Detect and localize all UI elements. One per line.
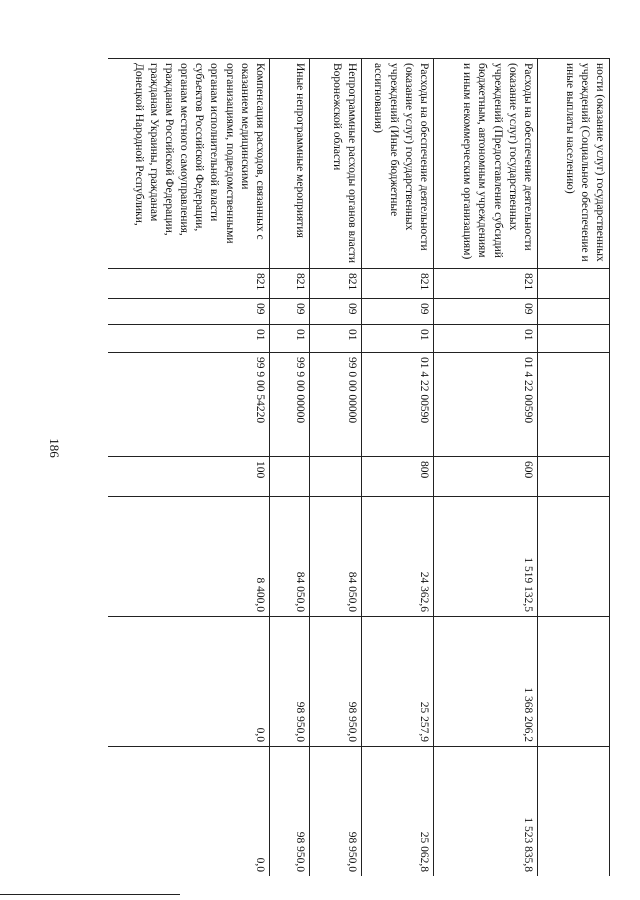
grbs-code-cell: 821 — [270, 269, 310, 299]
amount-year2-cell: 1 368 206,2 — [434, 617, 538, 747]
section-code-cell: 09 — [434, 299, 538, 325]
scan-edge-line — [0, 894, 180, 895]
section-code-cell: 09 — [310, 299, 362, 325]
table-row — [362, 59, 434, 877]
row-name-cell: ности (оказание услуг) государственных учреждений (Социальное обеспечение и иные выплаты населению) — [538, 59, 610, 269]
section-code-cell: 09 — [270, 299, 310, 325]
amount-year1-cell — [538, 497, 610, 617]
amount-year3-cell — [538, 747, 610, 877]
amount-year2-cell — [538, 617, 610, 747]
amount-year2-cell: 98 950,0 — [270, 617, 310, 747]
row-name-cell: Компенсация расходов, связанных с оказанием медицинскими организациями, подведомственными органам исполнительной власти субъектов Российской Федерации, органам местного самоуправления, гражданам Российской Федерации, гражданам Украины, гражданам Донецкой Народной Республики, — [108, 59, 270, 269]
row-name-cell: Расходы на обеспечение деятельности (оказание услуг) государственных учреждений (Иные бюджетные ассигнования) — [362, 59, 434, 269]
target-article-cell: 99 9 00 54220 — [108, 353, 270, 457]
expense-type-cell — [538, 457, 610, 497]
row-name-cell: Непрограммные расходы органов власти Воронежской области — [310, 59, 362, 269]
amount-year3-cell: 1 523 835,8 — [434, 747, 538, 877]
amount-year1-cell: 8 400,0 — [108, 497, 270, 617]
table-row — [108, 59, 270, 877]
expense-type-cell: 800 — [362, 457, 434, 497]
amount-year3-cell: 25 062,8 — [362, 747, 434, 877]
section-code-cell: 09 — [108, 299, 270, 325]
grbs-code-cell: 821 — [362, 269, 434, 299]
grbs-code-cell: 821 — [108, 269, 270, 299]
amount-year3-cell: 98 950,0 — [270, 747, 310, 877]
amount-year3-cell: 98 950,0 — [310, 747, 362, 877]
amount-year2-cell: 0,0 — [108, 617, 270, 747]
page-number: 186 — [47, 438, 62, 458]
table-row — [270, 59, 310, 877]
subsection-code-cell — [538, 325, 610, 353]
table-row — [310, 59, 362, 877]
grbs-code-cell: 821 — [310, 269, 362, 299]
amount-year1-cell: 1 519 132,5 — [434, 497, 538, 617]
amount-year2-cell: 25 257,9 — [362, 617, 434, 747]
amount-year1-cell: 84 050,0 — [270, 497, 310, 617]
row-name-cell: Расходы на обеспечение деятельности (оказание услуг) государственных учреждений (Предоставление субсидий бюджетным, автономным учреждениям и иным некоммерческим организациям) — [434, 59, 538, 269]
target-article-cell: 01 4 22 00590 — [362, 353, 434, 457]
rotated-page-content — [108, 58, 610, 876]
amount-year3-cell: 0,0 — [108, 747, 270, 877]
grbs-code-cell: 821 — [434, 269, 538, 299]
row-name-cell: Иные непрограммные мероприятия — [270, 59, 310, 269]
amount-year1-cell: 24 362,6 — [362, 497, 434, 617]
expense-type-cell — [270, 457, 310, 497]
table-row — [538, 59, 610, 877]
subsection-code-cell: 01 — [362, 325, 434, 353]
section-code-cell — [538, 299, 610, 325]
table-row — [434, 59, 538, 877]
subsection-code-cell: 01 — [310, 325, 362, 353]
target-article-cell — [538, 353, 610, 457]
amount-year2-cell: 98 950,0 — [310, 617, 362, 747]
budget-table-wrapper — [108, 58, 610, 876]
budget-table-body — [108, 59, 610, 877]
target-article-cell: 99 9 00 00000 — [270, 353, 310, 457]
expense-type-cell: 600 — [434, 457, 538, 497]
budget-table — [108, 58, 610, 876]
target-article-cell: 99 0 00 00000 — [310, 353, 362, 457]
subsection-code-cell: 01 — [434, 325, 538, 353]
amount-year1-cell: 84 050,0 — [310, 497, 362, 617]
subsection-code-cell: 01 — [270, 325, 310, 353]
subsection-code-cell: 01 — [108, 325, 270, 353]
expense-type-cell — [310, 457, 362, 497]
expense-type-cell: 100 — [108, 457, 270, 497]
target-article-cell: 01 4 22 00590 — [434, 353, 538, 457]
grbs-code-cell — [538, 269, 610, 299]
section-code-cell: 09 — [362, 299, 434, 325]
